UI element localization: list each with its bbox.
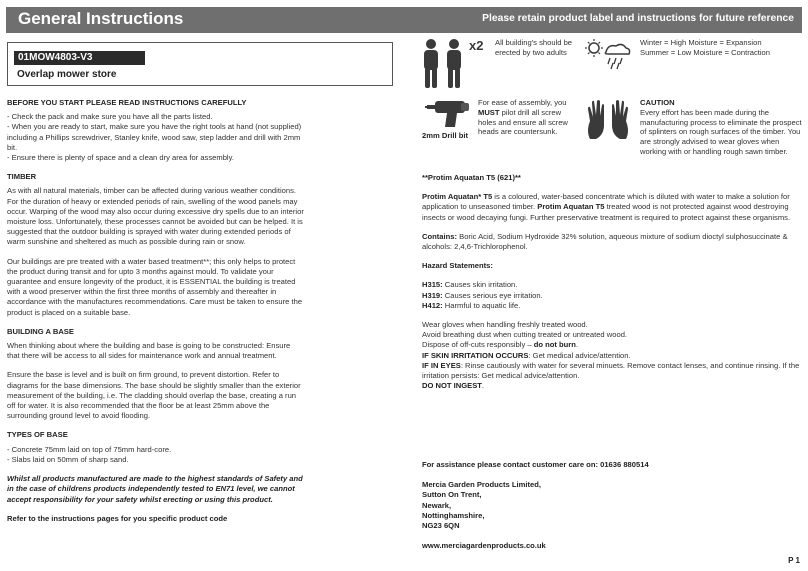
base-paragraph: When thinking about where the building and base is going to be constructed: Ensure that there will be access to all sides for maintenance work and annual treatment. [7, 341, 291, 361]
protim-text-2: treated wood is not protected against wood destroying insects or wood decaying fungi. Further preservative treatment is required to protect against these organisms. [422, 202, 791, 222]
no-ingest: DO NOT INGEST [422, 381, 482, 391]
retain-note: Please retain product label and instructions for future reference [482, 13, 794, 24]
contains-paragraph [422, 232, 802, 252]
drill-bit-label: 2mm Drill bit [422, 131, 468, 140]
types-line: - Concrete 75mm laid on top of 75mm hard-core. [7, 444, 172, 454]
gloves-icon [584, 99, 632, 143]
skin-line [422, 351, 802, 361]
base-level-paragraph: Ensure the base is level and is built on firm ground, to prevent distortion. Refer to diagrams for the base dimensions. The base should be slightly smaller than the exterior measurement of the building, i.e. The cladding should overlap the base, creating a run off for water. It is also recommended that the floor be at least 25mm above the surrounding ground level to avoid flooding. [7, 370, 301, 421]
contains-text: Boric Acid, Sodium Hydroxide 32% solution, aqueous mixture of sodium dioctyl sulphosuccinate & alcohols: 2,4,6-Trichlorophenol. [422, 231, 788, 252]
before-heading: BEFORE YOU START PLEASE READ INSTRUCTIONS CAREFULLY [7, 98, 247, 107]
hazard-code: H412: [422, 300, 443, 310]
drill-text [478, 98, 570, 137]
skin-text: : Get medical advice/attention. [528, 350, 631, 360]
weather-icon [584, 38, 632, 70]
caution-paragraph: Every effort has been made during the manufacturing process to eliminate the prospect of splinters on rough surfaces of the timber. You are strongly advised to wear gloves when working with or handling rough sawn timber. [640, 107, 802, 156]
dispose-line [422, 340, 802, 350]
product-code-box [7, 42, 393, 86]
people-count: x2 [469, 38, 484, 53]
address-line: Newark, [422, 500, 452, 510]
treatment-paragraph: Our buildings are pre treated with a water based treatment**; this only helps to protect the product during transit and for upto 3 months against mould. To validate your guarantee and ensure longevity of the product, it is ESSENTIAL the building is treated with a wood preserver within the first three months of assembly and thereafter in accordance with the manufactures recommendations. Care must be taken to ensure the product is placed on a suitable base. [7, 256, 303, 317]
hazard-code: H315: [422, 280, 443, 290]
eyes-line [422, 361, 802, 381]
base-heading: BUILDING A BASE [7, 326, 74, 336]
hazard-code: H319: [422, 290, 443, 300]
hazard-heading: Hazard Statements: [422, 261, 493, 271]
address-line: NG23 6QN [422, 521, 460, 531]
address-line: Mercia Garden Products Limited, [422, 480, 541, 490]
header-bar [6, 7, 802, 33]
drill-icon [425, 99, 473, 129]
product-name: Overlap mower store [17, 69, 117, 80]
dispose-pre: Dispose of off-cuts responsibly – [422, 340, 534, 350]
before-line: - Ensure there is plenty of space and a clean dry area for assembly. [7, 153, 234, 163]
skin-label: IF SKIN IRRITATION OCCURS [422, 350, 529, 360]
protim-paragraph [422, 192, 802, 223]
hazard-item [422, 280, 802, 290]
before-line: - Check the pack and make sure you have all the parts listed. [7, 112, 213, 122]
protim-heading: **Protim Aquatan T5 (621)** [422, 173, 521, 182]
website-link[interactable]: www.merciagardenproducts.co.uk [422, 541, 546, 551]
refer-note: Refer to the instructions pages for you specific product code [7, 513, 228, 523]
page-title: General Instructions [18, 9, 184, 28]
types-heading: TYPES OF BASE [7, 430, 68, 440]
drill-must: MUST [478, 107, 500, 117]
before-line: - When you are ready to start, make sure you have the right tools at hand (not supplied) including a Phillips screwdriver, Stanley knife, wood saw, step ladder and drill with 2mm bit. [7, 122, 302, 152]
safety-note: Whilst all products manufactured are made to the highest standards of Safety and in the case of childrens products independently tested to EN71 level, we cannot accept responsibility for your safety whilst erecting or using this product. [7, 474, 303, 504]
summer-line: Summer = Low Moisture = Contraction [640, 47, 770, 57]
protim-text-1: is a coloured, water-based concentrate which is diluted with water to make a solution for application to unseasoned timber. [422, 192, 790, 212]
caution-heading: CAUTION [640, 98, 675, 107]
timber-paragraph: As with all natural materials, timber can be affected during various weather conditions. For the duration of heavy or extended periods of rain, swelling of the wood panels may occur. Warping of the wood may also occur during excessive dry spells due to an interior moisture loss. Unfortunately, these processes cannot be avoided but can be helped. It is suggested that the outdoor building is sprayed with water during extended periods of warm sunshine and sheltered as much as possible during rain or snow. [7, 186, 304, 247]
winter-line: Winter = High Moisture = Expansion [640, 38, 762, 47]
protim-name-2: Protim Aquatan T5 [537, 202, 605, 212]
page-number: P 1 [788, 556, 800, 565]
address-line: Nottinghamshire, [422, 510, 485, 520]
protim-name-1: Protim Aquatan* T5 [422, 192, 493, 202]
eyes-text: : Rinse cautiously with water for several minuets. Remove contact lenses, and continue rinsing. If the irritation persists: Get medical advice/attention. [422, 360, 800, 381]
assistance-line: For assistance please contact customer care on: 01636 880514 [422, 460, 649, 469]
drill-text-post: pilot drill all screw holes and ensure all screw heads are countersunk. [478, 107, 568, 137]
no-ingest-end: . [481, 381, 485, 391]
dispose-post: . [575, 340, 579, 350]
two-people-icon [420, 38, 470, 90]
left-column [7, 98, 305, 524]
right-column [422, 173, 802, 391]
caution-text [640, 98, 804, 157]
timber-heading: TIMBER [7, 172, 37, 182]
product-code: 01MOW4803-V3 [14, 51, 145, 65]
hazard-text: Harmful to aquatic life. [442, 300, 521, 310]
hazard-item [422, 291, 802, 301]
address-line: Sutton On Trent, [422, 490, 482, 500]
ingest-line [422, 381, 802, 391]
types-line: - Slabs laid on 50mm of sharp sand. [7, 454, 129, 464]
eyes-label: IF IN EYES [422, 360, 461, 370]
hazard-text: Causes skin irritation. [442, 280, 518, 290]
hazard-text: Causes serious eye irritation. [442, 290, 543, 300]
two-adults-text: All building's should be erected by two adults [495, 38, 573, 57]
contact-block [422, 460, 802, 551]
dispose-bold: do not burn [533, 340, 576, 350]
weather-text [640, 38, 800, 58]
gloves-line: Wear gloves when handling freshly treated wood. [422, 320, 588, 330]
dust-line: Avoid breathing dust when cutting treated or untreated wood. [422, 330, 628, 340]
contains-label: Contains: [422, 231, 458, 241]
drill-text-pre: For ease of assembly, you [478, 98, 567, 107]
hazard-item [422, 301, 802, 311]
